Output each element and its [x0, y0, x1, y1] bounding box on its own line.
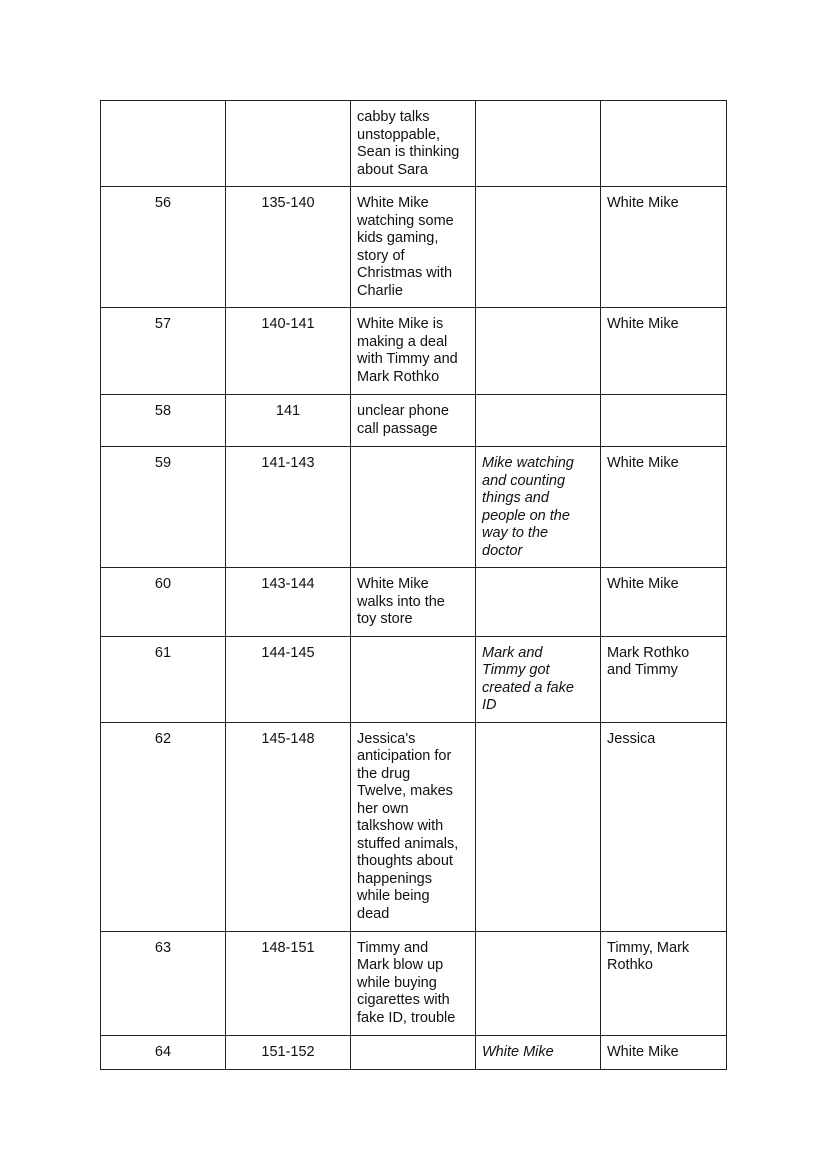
thoughts-cell — [476, 308, 601, 395]
table-row — [101, 636, 727, 722]
thoughts-cell — [476, 101, 601, 187]
chapter-table-body — [101, 101, 727, 1070]
chapter-cell: 62 — [101, 722, 226, 931]
characters-cell — [601, 101, 727, 187]
pages-cell: 145-148 — [226, 722, 351, 931]
thoughts-cell — [476, 187, 601, 308]
pages-cell: 151-152 — [226, 1035, 351, 1069]
action-cell: Jessica's anticipation for the drug Twelve, makes her own talkshow with stuffed animals, thoughts about happenings while being dead — [351, 722, 476, 931]
table-row — [101, 931, 727, 1035]
chapter-cell: 64 — [101, 1035, 226, 1069]
table-row — [101, 101, 727, 187]
pages-cell: 148-151 — [226, 931, 351, 1035]
action-cell: Timmy and Mark blow up while buying cigarettes with fake ID, trouble — [351, 931, 476, 1035]
action-cell: White Mike watching some kids gaming, story of Christmas with Charlie — [351, 187, 476, 308]
pages-cell: 144-145 — [226, 636, 351, 722]
characters-cell: Timmy, Mark Rothko — [601, 931, 727, 1035]
chapter-cell: 63 — [101, 931, 226, 1035]
table-row — [101, 568, 727, 637]
pages-cell: 140-141 — [226, 308, 351, 395]
action-cell: unclear phone call passage — [351, 395, 476, 447]
pages-cell: 141-143 — [226, 447, 351, 568]
chapter-cell: 57 — [101, 308, 226, 395]
thoughts-cell: Mike watching and counting things and people on the way to the doctor — [476, 447, 601, 568]
chapter-cell: 56 — [101, 187, 226, 308]
action-cell: White Mike is making a deal with Timmy and Mark Rothko — [351, 308, 476, 395]
chapter-table — [100, 100, 727, 1070]
characters-cell: White Mike — [601, 308, 727, 395]
pages-cell: 141 — [226, 395, 351, 447]
table-row — [101, 395, 727, 447]
table-row — [101, 722, 727, 931]
pages-cell: 143-144 — [226, 568, 351, 637]
table-row — [101, 447, 727, 568]
pages-cell: 135-140 — [226, 187, 351, 308]
chapter-cell — [101, 101, 226, 187]
pages-cell — [226, 101, 351, 187]
characters-cell: Jessica — [601, 722, 727, 931]
chapter-cell: 60 — [101, 568, 226, 637]
thoughts-cell: Mark and Timmy got created a fake ID — [476, 636, 601, 722]
characters-cell — [601, 395, 727, 447]
chapter-cell: 59 — [101, 447, 226, 568]
characters-cell: White Mike — [601, 568, 727, 637]
table-row — [101, 308, 727, 395]
chapter-cell: 61 — [101, 636, 226, 722]
chapter-cell: 58 — [101, 395, 226, 447]
action-cell — [351, 1035, 476, 1069]
thoughts-cell — [476, 395, 601, 447]
action-cell: White Mike walks into the toy store — [351, 568, 476, 637]
characters-cell: White Mike — [601, 1035, 727, 1069]
action-cell — [351, 447, 476, 568]
characters-cell: White Mike — [601, 447, 727, 568]
table-row — [101, 187, 727, 308]
characters-cell: Mark Rothko and Timmy — [601, 636, 727, 722]
characters-cell: White Mike — [601, 187, 727, 308]
thoughts-cell — [476, 722, 601, 931]
table-row — [101, 1035, 727, 1069]
thoughts-cell — [476, 568, 601, 637]
action-cell: cabby talks unstoppable, Sean is thinking about Sara — [351, 101, 476, 187]
thoughts-cell: White Mike — [476, 1035, 601, 1069]
action-cell — [351, 636, 476, 722]
thoughts-cell — [476, 931, 601, 1035]
